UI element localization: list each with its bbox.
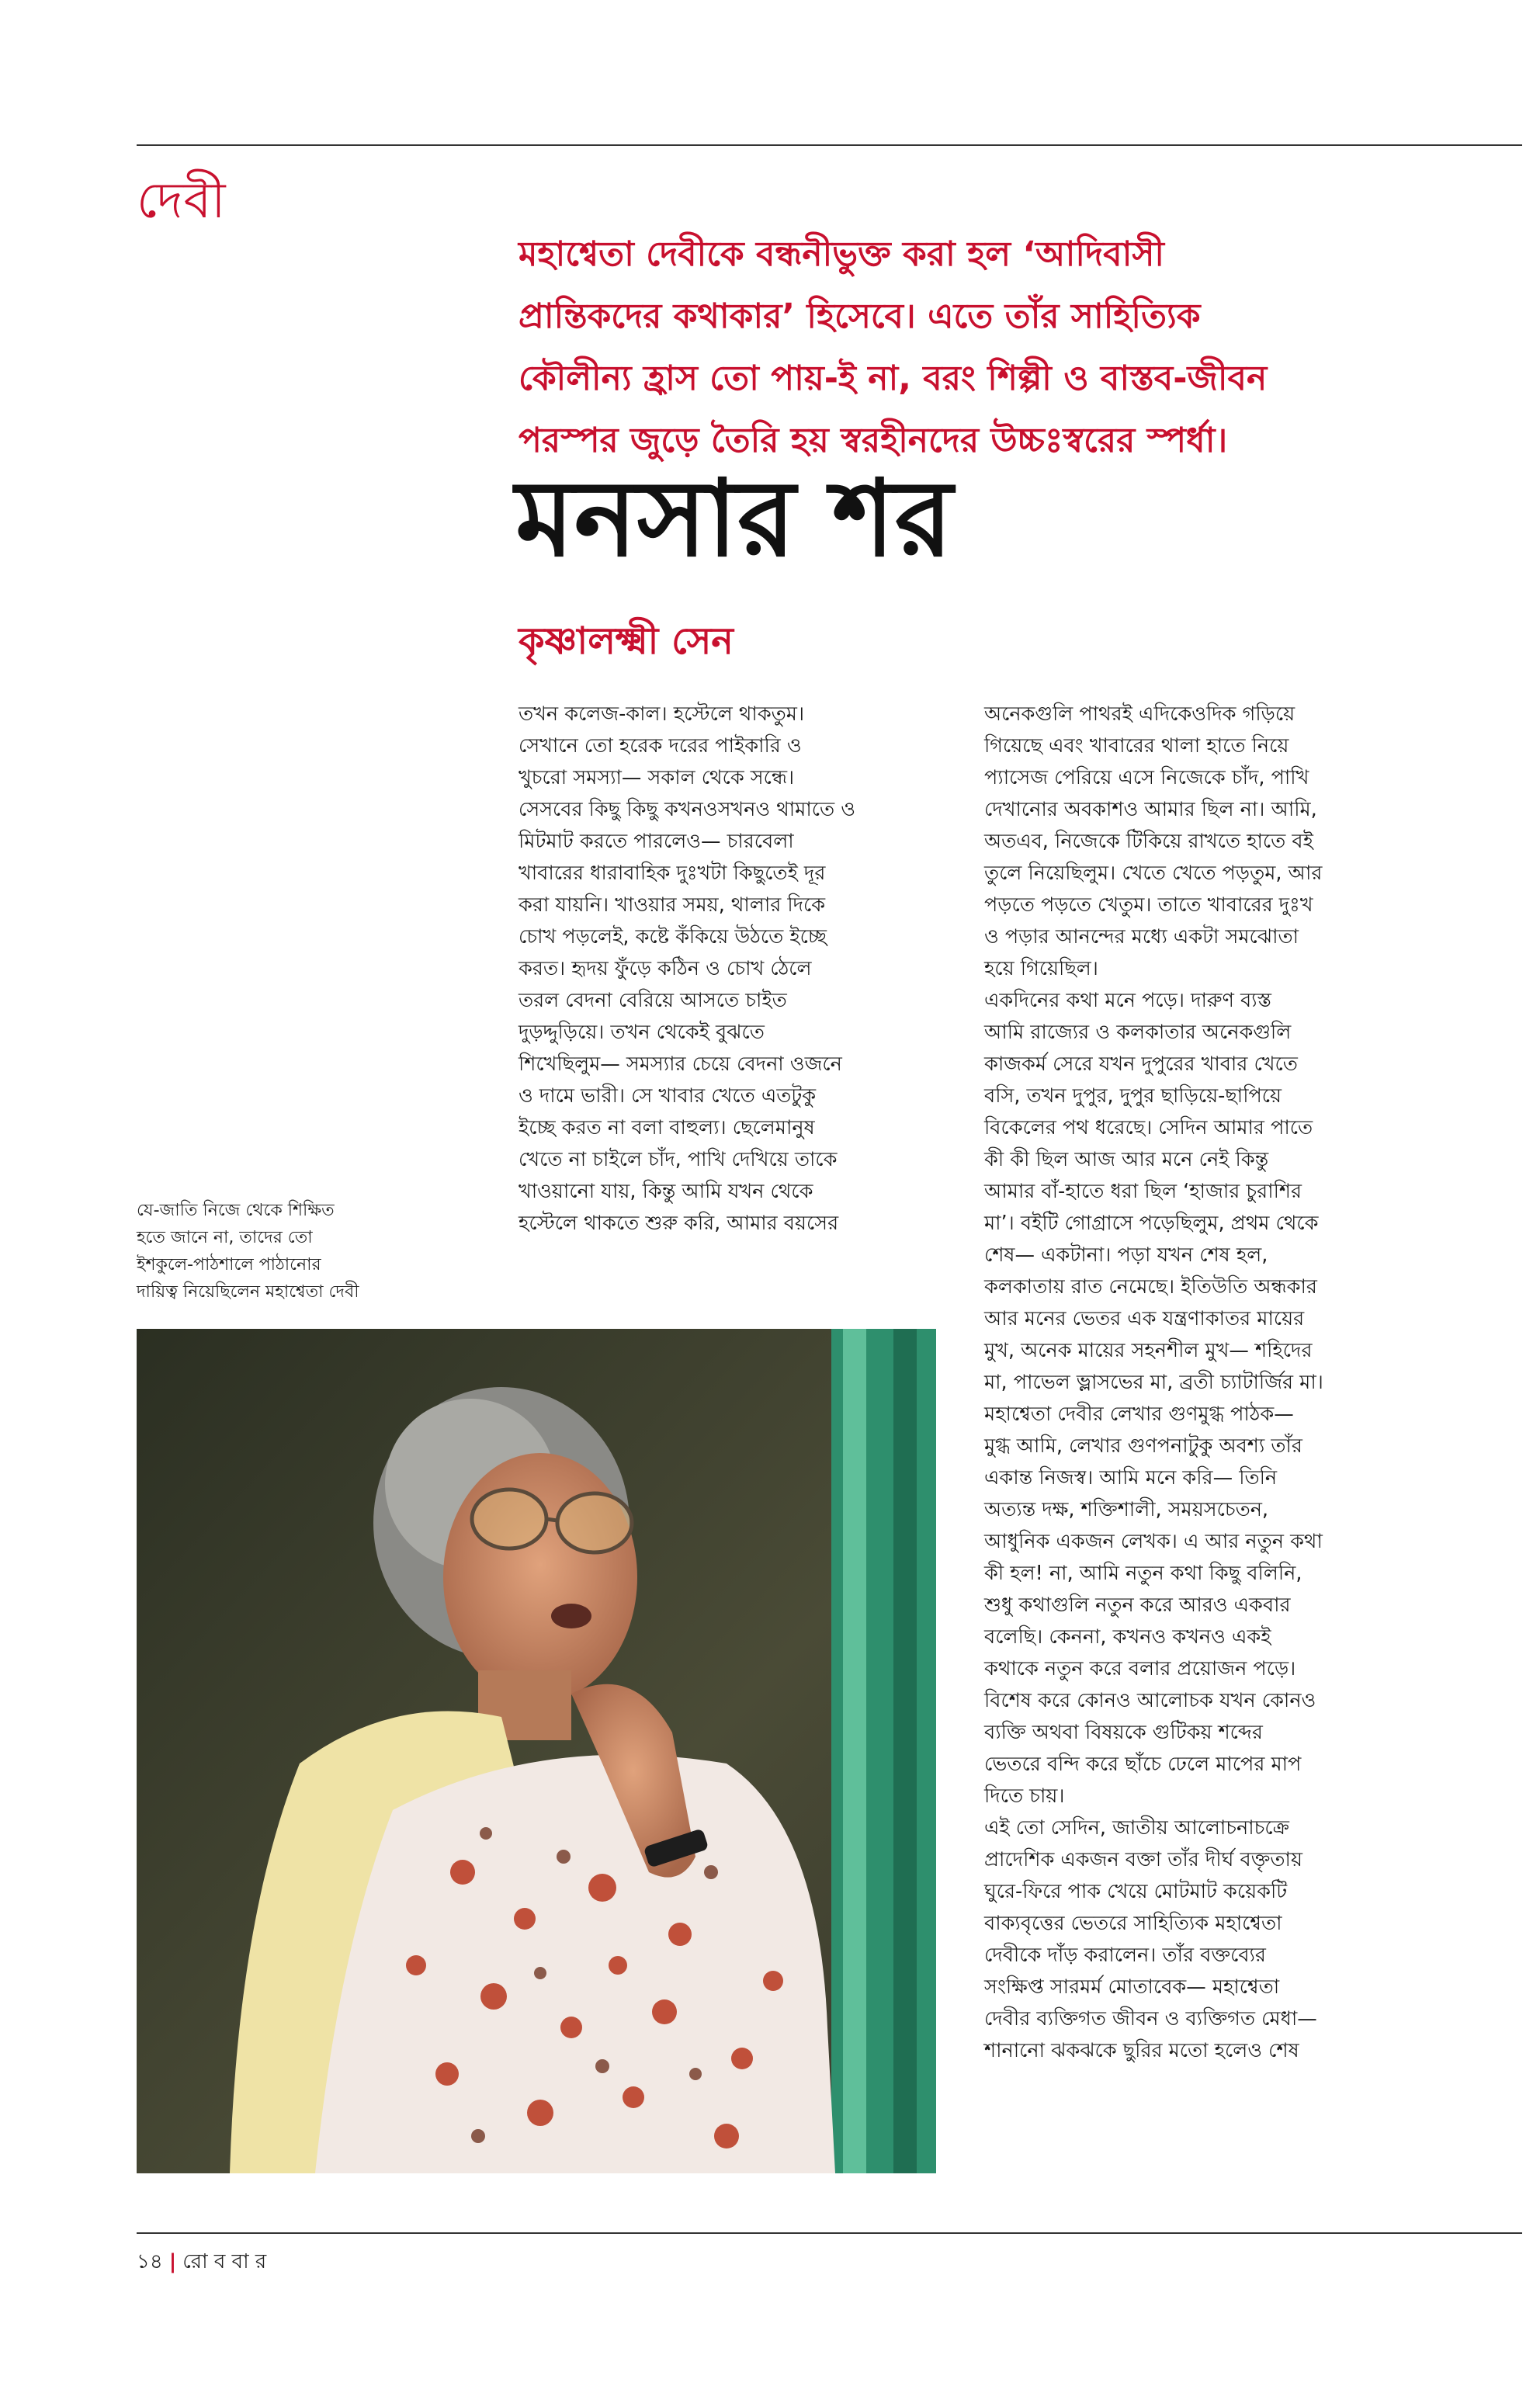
caption-line: ইশকুলে-পাঠশালে পাঠানোর — [137, 1255, 321, 1275]
portrait-photo — [137, 1329, 936, 2173]
top-rule — [137, 144, 1522, 146]
body-line: অনেকগুলি পাথরই এদিকেওদিক গড়িয়ে — [984, 702, 1295, 726]
magazine-name: রো ব বা র — [182, 2250, 267, 2273]
body-line: ও দামে ভারী। সে খাবার খেতে এতটুকু — [519, 1084, 817, 1108]
body-line: প্রাদেশিক একজন বক্তা তাঁর দীর্ঘ বক্তৃতায় — [984, 1848, 1302, 1871]
body-line: বলেছি। কেননা, কখনও কখনও একই — [984, 1625, 1271, 1649]
body-line: কথাকে নতুন করে বলার প্রয়োজন পড়ে। — [984, 1657, 1296, 1680]
body-line: করত। হৃদয় ফুঁড়ে কঠিন ও চোখ ঠেলে — [519, 957, 812, 980]
body-line: সেখানে তো হরেক দরের পাইকারি ও — [519, 734, 802, 758]
deck — [519, 224, 1512, 472]
body-line: আমি রাজ্যের ও কলকাতার অনেকগুলি — [984, 1021, 1292, 1044]
body-line: বসি, তখন দুপুর, দুপুর ছাড়িয়ে-ছাপিয়ে — [984, 1084, 1282, 1108]
body-line: পড়তে পড়তে খেতুম। তাতে খাবারের দুঃখ — [984, 893, 1313, 917]
body-line: দুড়দ্দুড়িয়ে। তখন থেকেই বুঝতে — [519, 1021, 765, 1044]
body-line: কী কী ছিল আজ আর মনে নেই কিন্তু — [984, 1148, 1269, 1171]
body-line: তরল বেদনা বেরিয়ে আসতে চাইত — [519, 989, 787, 1012]
body-line: প্যাসেজ পেরিয়ে এসে নিজেকে চাঁদ, পাখি — [984, 766, 1309, 789]
folio — [137, 2246, 266, 2280]
body-line: তখন কলেজ-কাল। হস্টেলে থাকতুম। — [519, 702, 805, 726]
body-line: হয়ে গিয়েছিল। — [984, 957, 1098, 980]
body-line: সংক্ষিপ্ত সারমর্ম মোতাবেক— মহাশ্বেতা — [984, 1975, 1280, 1999]
body-line: অতএব, নিজেকে টিকিয়ে রাখতে হাতে বই — [984, 830, 1313, 853]
byline: কৃষ্ণালক্ষ্মী সেন — [519, 619, 734, 663]
body-line: কী হল! না, আমি নতুন কথা কিছু বলিনি, — [984, 1562, 1302, 1585]
body-line: ও পড়ার আনন্দের মধ্যে একটা সমঝোতা — [984, 925, 1299, 949]
body-line: অত্যন্ত দক্ষ, শক্তিশালী, সময়সচেতন, — [984, 1498, 1269, 1521]
body-line: দেবীর ব্যক্তিগত জীবন ও ব্যক্তিগত মেধা— — [984, 2007, 1317, 2031]
body-line: মিটমাট করতে পারলেও— চারবেলা — [519, 830, 794, 853]
body-line: বিকেলের পথ ধরেছে। সেদিন আমার পাতে — [984, 1116, 1313, 1139]
body-line: শেষ— একটানা। পড়া যখন শেষ হল, — [984, 1243, 1268, 1267]
body-line: শিখেছিলুম— সমস্যার চেয়ে বেদনা ওজনে — [519, 1053, 842, 1076]
body-line: শুধু কথাগুলি নতুন করে আরও একবার — [984, 1594, 1291, 1617]
body-line: খাওয়ানো যায়, কিন্তু আমি যখন থেকে — [519, 1180, 813, 1203]
portrait-illustration — [137, 1329, 936, 2173]
caption-line: হতে জানে না, তাদের তো — [137, 1228, 313, 1247]
body-line: কলকাতায় রাত নেমেছে। ইতিউতি অন্ধকার — [984, 1275, 1317, 1299]
photo-caption — [137, 1197, 478, 1306]
body-line: মা’। বইটি গোগ্রাসে পড়েছিলুম, প্রথম থেকে — [984, 1212, 1319, 1235]
body-line: আমার বাঁ-হাতে ধরা ছিল ‘হাজার চুরাশির — [984, 1180, 1302, 1203]
body-line: একান্ত নিজস্ব। আমি মনে করি— তিনি — [984, 1466, 1278, 1490]
headline: মনসার শর — [515, 456, 953, 581]
section-tag: দেবী — [137, 172, 227, 230]
body-line: খেতে না চাইলে চাঁদ, পাখি দেখিয়ে তাকে — [519, 1148, 838, 1171]
body-line: বাক্যবৃত্তের ভেতরে সাহিত্যিক মহাশ্বেতা — [984, 1912, 1282, 1935]
body-line: ঘুরে-ফিরে পাক খেয়ে মোটমাট কয়েকটি — [984, 1880, 1288, 1903]
body-line: মুখ, অনেক মায়ের সহনশীল মুখ— শহিদের — [984, 1339, 1313, 1362]
body-line: শানানো ঝকঝকে ছুরির মতো হলেও শেষ — [984, 2039, 1299, 2062]
page-number: ১৪ — [137, 2250, 163, 2273]
body-line: ব্যক্তি অথবা বিষয়কে গুটিকয় শব্দের — [984, 1721, 1263, 1744]
caption-line: দায়িত্ব নিয়েছিলেন মহাশ্বেতা দেবী — [137, 1282, 359, 1302]
body-line: দিতে চায়। — [984, 1784, 1065, 1808]
body-line: ভেতরে বন্দি করে ছাঁচে ঢেলে মাপের মাপ — [984, 1753, 1302, 1776]
body-line: মহাশ্বেতা দেবীর লেখার গুণমুগ্ধ পাঠক— — [984, 1403, 1294, 1426]
bottom-rule — [137, 2232, 1522, 2234]
body-line: ইচ্ছে করত না বলা বাহুল্য। ছেলেমানুষ — [519, 1116, 815, 1139]
body-line: কাজকর্ম সেরে যখন দুপুরের খাবার খেতে — [984, 1053, 1298, 1076]
caption-line: যে-জাতি নিজে থেকে শিক্ষিত — [137, 1201, 335, 1220]
body-line: গিয়েছে এবং খাবারের থালা হাতে নিয়ে — [984, 734, 1289, 758]
body-line: হস্টেলে থাকতে শুরু করি, আমার বয়সের — [519, 1212, 839, 1235]
deck-line: মহাশ্বেতা দেবীকে বন্ধনীভুক্ত করা হল ‘আদিবাসী — [519, 234, 1164, 274]
body-line: সেসবের কিছু কিছু কখনওসখনও থামাতে ও — [519, 798, 855, 821]
deck-line: পরস্পর জুড়ে তৈরি হয় স্বরহীনদের উচ্চঃস্বরের স্পর্ধা। — [519, 421, 1228, 460]
folio-separator: | — [168, 2250, 177, 2273]
body-column-1 — [519, 699, 969, 1240]
deck-line: কৌলীন্য হ্রাস তো পায়-ই না, বরং শিল্পী ও বাস্তব-জীবন — [519, 359, 1268, 398]
body-line: আর মনের ভেতর এক যন্ত্রণাকাতর মায়ের — [984, 1307, 1305, 1330]
body-line: মুগ্ধ আমি, লেখার গুণপনাটুকু অবশ্য তাঁর — [984, 1434, 1302, 1458]
deck-line: প্রান্তিকদের কথাকার’ হিসেবে। এতে তাঁর সাহিত্যিক — [519, 297, 1201, 336]
body-line: দেখানোর অবকাশও আমার ছিল না। আমি, — [984, 798, 1317, 821]
body-line: মা, পাভেল ভ্লাসভের মা, ব্রতী চ্যাটার্জির মা। — [984, 1371, 1323, 1394]
body-column-2 — [984, 699, 1450, 2067]
body-line: এই তো সেদিন, জাতীয় আলোচনাচক্রে — [984, 1816, 1289, 1840]
body-line: খুচরো সমস্যা— সকাল থেকে সন্ধে। — [519, 766, 795, 789]
body-line: চোখ পড়লেই, কষ্টে কঁকিয়ে উঠতে ইচ্ছে — [519, 925, 827, 949]
body-line: আধুনিক একজন লেখক। এ আর নতুন কথা — [984, 1530, 1323, 1553]
body-line: বিশেষ করে কোনও আলোচক যখন কোনও — [984, 1689, 1316, 1712]
body-line: একদিনের কথা মনে পড়ে। দারুণ ব্যস্ত — [984, 989, 1271, 1012]
body-line: করা যায়নি। খাওয়ার সময়, থালার দিকে — [519, 893, 826, 917]
body-line: তুলে নিয়েছিলুম। খেতে খেতে পড়তুম, আর — [984, 862, 1323, 885]
body-line: দেবীকে দাঁড় করালেন। তাঁর বক্তব্যের — [984, 1944, 1266, 1967]
body-line: খাবারের ধারাবাহিক দুঃখটা কিছুতেই দূর — [519, 862, 826, 885]
